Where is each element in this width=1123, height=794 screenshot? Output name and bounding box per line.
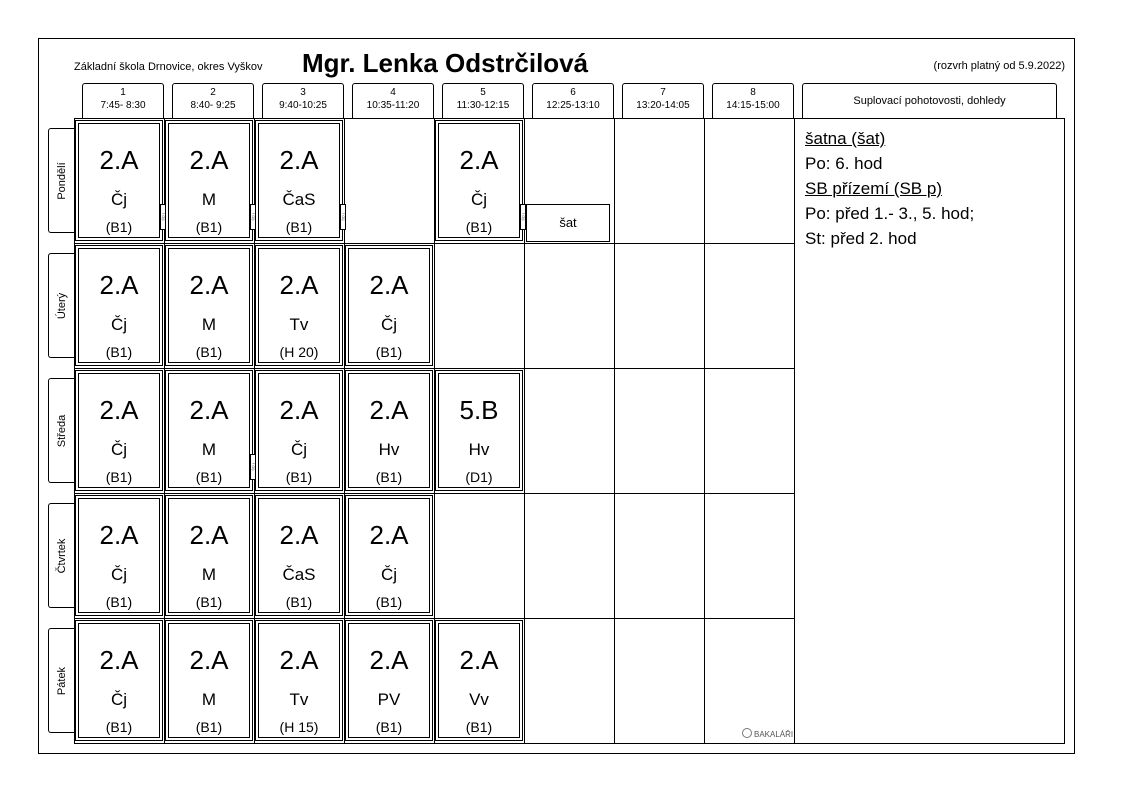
lesson-class: 2.A [279, 395, 319, 425]
period-tab-3 [262, 83, 344, 119]
period-tab-8 [712, 83, 794, 119]
lesson-room: (H 20) [279, 344, 319, 360]
period-time: 8:40- 9:25 [190, 100, 236, 111]
grid-hline [74, 368, 794, 369]
lesson-class: 2.A [189, 520, 229, 550]
day-label: Pondělí [56, 161, 68, 200]
lesson-subject: M [201, 440, 217, 459]
lesson-room: (B1) [285, 594, 313, 610]
grid-vline [794, 118, 795, 744]
lesson-subject: Čj [110, 315, 128, 334]
period-tab-1 [82, 83, 164, 119]
duty-heading: SB přízemí (SB p) [805, 179, 942, 198]
lesson-subject: Čj [380, 315, 398, 334]
lesson-cell [75, 620, 163, 741]
lesson-cell [255, 370, 343, 491]
lesson-room: (B1) [105, 469, 133, 485]
supervision-header: Suplovací pohotovosti, dohledy [802, 83, 1057, 119]
period-time: 14:15-15:00 [726, 100, 780, 111]
lesson-class: 2.A [279, 520, 319, 550]
lesson-subject: Tv [289, 315, 309, 334]
lesson-cell [255, 620, 343, 741]
period-time: 9:40-10:25 [279, 100, 327, 111]
grid-vline [704, 118, 705, 744]
period-number: 7 [660, 87, 666, 98]
period-time: 13:20-14:05 [636, 100, 690, 111]
lesson-cell [255, 245, 343, 366]
duty-label: šat [559, 215, 577, 230]
lesson-cell [435, 620, 523, 741]
lesson-room: (B1) [195, 219, 223, 235]
lesson-cell [75, 245, 163, 366]
day-tab-3 [48, 378, 75, 483]
lesson-room: (B1) [465, 219, 493, 235]
lesson-class: 2.A [459, 645, 499, 675]
duty-heading: šatna (šat) [805, 129, 886, 148]
marker-label: ŠD j [250, 213, 256, 221]
lesson-room: (B1) [105, 719, 133, 735]
lesson-cell [255, 120, 343, 241]
period-tab-7 [622, 83, 704, 119]
duty-line: St: před 2. hod [805, 229, 917, 248]
lesson-subject: Vv [469, 690, 489, 709]
teacher-name: Mgr. Lenka Odstrčilová [302, 48, 589, 78]
lesson-class: 2.A [369, 395, 409, 425]
grid-hline [74, 493, 794, 494]
lesson-cell [435, 120, 523, 241]
lesson-subject: Čj [110, 440, 128, 459]
period-tab-2 [172, 83, 254, 119]
lesson-class: 2.A [369, 645, 409, 675]
lesson-subject: PV [377, 690, 401, 709]
lesson-cell [345, 370, 433, 491]
lesson-room: (B1) [195, 594, 223, 610]
lesson-class: 2.A [99, 145, 139, 175]
day-label: Čtvrtek [56, 538, 68, 573]
lesson-subject: M [201, 565, 217, 584]
grid-vline [614, 118, 615, 744]
lesson-cell [345, 245, 433, 366]
period-number: 2 [210, 87, 216, 98]
period-number: 3 [300, 87, 306, 98]
lesson-subject: ČaS [282, 190, 316, 209]
day-tab-1 [48, 128, 75, 233]
period-time: 10:35-11:20 [366, 100, 420, 111]
lesson-room: (B1) [195, 469, 223, 485]
period-tab-4 [352, 83, 434, 119]
day-label: Pátek [56, 666, 68, 695]
lesson-cell [75, 120, 163, 241]
validity-date: (rozvrh platný od 5.9.2022) [933, 60, 1065, 72]
logo-text: BAKALÁŘI [754, 730, 794, 739]
lesson-class: 2.A [279, 270, 319, 300]
lesson-subject: Čj [110, 565, 128, 584]
lesson-room: (B1) [285, 219, 313, 235]
lesson-subject: Čj [110, 690, 128, 709]
marker-label: ŠD j [520, 213, 526, 221]
lesson-room: (B1) [105, 344, 133, 360]
lesson-cell [165, 245, 253, 366]
day-tab-5 [48, 628, 75, 733]
lesson-subject: Čj [380, 565, 398, 584]
marker-label: ŠD j [250, 463, 256, 471]
lesson-class: 2.A [279, 145, 319, 175]
day-tab-4 [48, 503, 75, 608]
lesson-room: (B1) [195, 344, 223, 360]
lesson-class: 2.A [189, 645, 229, 675]
lesson-room: (B1) [375, 344, 403, 360]
lesson-subject: Čj [110, 190, 128, 209]
lesson-class: 2.A [99, 395, 139, 425]
lesson-subject: Hv [378, 440, 400, 459]
lesson-room: (B1) [465, 719, 493, 735]
duty-line: Po: 6. hod [805, 154, 883, 173]
lesson-class: 2.A [369, 270, 409, 300]
period-time: 7:45- 8:30 [100, 100, 146, 111]
lesson-cell [75, 495, 163, 616]
duties-panel [805, 126, 1060, 251]
lesson-class: 2.A [459, 145, 499, 175]
lesson-cell [165, 620, 253, 741]
lesson-subject: M [201, 315, 217, 334]
lesson-subject: ČaS [282, 565, 316, 584]
marker-label: ŠD j [340, 213, 346, 221]
period-number: 1 [120, 87, 126, 98]
grid-hline [74, 243, 794, 244]
lesson-subject: Čj [470, 190, 488, 209]
lesson-class: 2.A [99, 270, 139, 300]
lesson-room: (B1) [375, 719, 403, 735]
lesson-cell [165, 120, 253, 241]
lesson-class: 2.A [189, 270, 229, 300]
duty-line: Po: před 1.- 3., 5. hod; [805, 204, 975, 223]
lesson-room: (B1) [105, 219, 133, 235]
duty-cell [526, 204, 610, 242]
lesson-class: 5.B [459, 395, 499, 425]
lesson-subject: Tv [289, 690, 309, 709]
lesson-room: (B1) [375, 594, 403, 610]
bakalari-logo [742, 728, 802, 742]
shift-marker [160, 204, 166, 230]
lesson-cell [75, 370, 163, 491]
day-tab-2 [48, 253, 75, 358]
lesson-cell [345, 495, 433, 616]
lesson-cell [165, 495, 253, 616]
lesson-room: (B1) [105, 594, 133, 610]
period-time: 11:30-12:15 [456, 100, 510, 111]
school-name: Základní škola Drnovice, okres Vyškov [74, 61, 263, 73]
lesson-subject: Čj [290, 440, 308, 459]
period-tab-5 [442, 83, 524, 119]
lesson-room: (B1) [195, 719, 223, 735]
period-tab-6 [532, 83, 614, 119]
period-number: 6 [570, 87, 576, 98]
shift-marker [250, 204, 256, 230]
period-time: 12:25-13:10 [546, 100, 600, 111]
lesson-class: 2.A [189, 145, 229, 175]
day-label: Středa [56, 414, 68, 447]
day-label: Úterý [56, 292, 68, 319]
period-number: 5 [480, 87, 486, 98]
grid-hline [74, 618, 794, 619]
lesson-room: (B1) [375, 469, 403, 485]
period-number: 8 [750, 87, 756, 98]
logo-icon [742, 728, 752, 738]
lesson-class: 2.A [279, 645, 319, 675]
lesson-cell [345, 620, 433, 741]
period-number: 4 [390, 87, 396, 98]
lesson-subject: M [201, 690, 217, 709]
lesson-cell [255, 495, 343, 616]
shift-marker [340, 204, 346, 230]
lesson-class: 2.A [99, 645, 139, 675]
lesson-room: (D1) [465, 469, 493, 485]
lesson-subject: Hv [468, 440, 490, 459]
lesson-cell [165, 370, 253, 491]
shift-marker [250, 454, 256, 480]
lesson-subject: M [201, 190, 217, 209]
lesson-room: (B1) [285, 469, 313, 485]
lesson-room: (H 15) [279, 719, 319, 735]
marker-label: ŠD j [160, 213, 166, 221]
lesson-cell [435, 370, 523, 491]
lesson-class: 2.A [189, 395, 229, 425]
lesson-class: 2.A [369, 520, 409, 550]
lesson-class: 2.A [99, 520, 139, 550]
